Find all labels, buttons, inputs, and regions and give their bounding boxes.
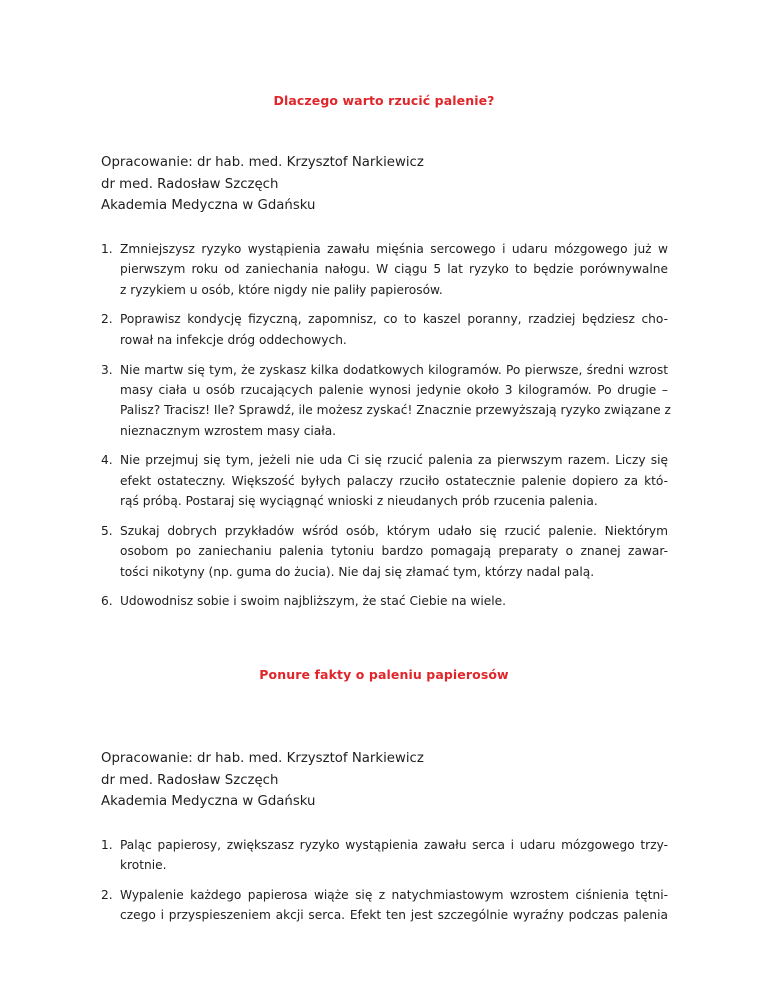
list-item-line: Udowodnisz sobie i swoim najbliższym, że stać Ciebie na wiele.: [120, 594, 507, 609]
author-line: dr med. Radosław Szczęch: [101, 772, 279, 788]
section-title-grim-facts: Ponure fakty o paleniu papierosów: [259, 667, 509, 682]
list-item-line: rąś próbą. Postaraj się wyciągnąć wnioski z nieudanych prób rzucenia palenia.: [120, 494, 598, 509]
list-item-line: krotnie.: [120, 858, 167, 873]
list-item-number: 6.: [101, 594, 113, 609]
list-item: [101, 239, 668, 300]
list-item-line: Szukaj dobrych przykładów wśród osób, którym udało się rzucić palenie. Niektórym: [120, 523, 668, 538]
list-item-number: 5.: [101, 523, 113, 538]
list-item: [101, 309, 668, 350]
section-title-why-quit: Dlaczego warto rzucić palenie?: [273, 93, 495, 108]
author-line: Opracowanie: dr hab. med. Krzysztof Narkiewicz: [101, 751, 424, 766]
list-item-line: Nie martw się tym, że zyskasz kilka dodatkowych kilogramów. Po pierwsze, średni wzrost: [120, 362, 668, 377]
list-item-line: pierwszym roku od zaniechania nałogu. W ciągu 5 lat ryzyko to będzie porównywalne: [120, 262, 668, 277]
list-item: [101, 450, 668, 511]
list-item: [101, 835, 668, 876]
list-item-line: nieznacznym wzrostem masy ciała.: [120, 423, 337, 438]
list-item: [101, 360, 671, 441]
list-item-line: osobom po zaniechaniu palenia tytoniu bardzo pomagają preparaty o znanej zawar-: [120, 544, 668, 559]
author-affiliation: Akademia Medyczna w Gdańsku: [101, 198, 316, 213]
authors-block: [101, 152, 424, 217]
list-item: [101, 521, 668, 582]
authors-block: [101, 748, 424, 813]
list-item: [101, 591, 668, 611]
list-item-line: Paląc papierosy, zwiększasz ryzyko wystąpienia zawału serca i udaru mózgowego trzy-: [120, 838, 668, 852]
author-line: Opracowanie: dr hab. med. Krzysztof Narkiewicz: [101, 155, 424, 170]
list-item-line: masy ciała u osób rzucających palenie wynosi jedynie około 3 kilogramów. Po drugie –: [120, 382, 668, 397]
list-item-line: Poprawisz kondycję fizyczną, zapomnisz, co to kaszel poranny, rzadziej będziesz cho-: [120, 312, 668, 327]
list-item-line: Nie przejmuj się tym, jeżeli nie uda Ci się rzucić palenia za pierwszym razem. Liczy się: [120, 453, 668, 468]
list-item-line: Wypalenie każdego papierosa wiąże się z natychmiastowym wzrostem ciśnienia tętni-: [120, 888, 668, 903]
list-item-line: tości nikotyny (np. guma do żucia). Nie daj się złamać tym, którzy nadal palą.: [120, 564, 595, 579]
list-item-line: czego i przyspieszeniem akcji serca. Efekt ten jest szczególnie wyraźny podczas palenia: [120, 908, 668, 923]
list-item-line: z ryzykiem u osób, które nigdy nie paliły papierosów.: [120, 282, 443, 297]
list-item-number: 1.: [101, 242, 113, 256]
list-item-line: efekt ostateczny. Większość byłych palaczy rzuciło ostatecznie palenie dopiero za któ-: [120, 473, 668, 488]
list-item-line: Zmniejszysz ryzyko wystąpienia zawału mięśnia sercowego i udaru mózgowego już w: [120, 242, 668, 256]
facts-list: [101, 835, 668, 935]
list-item: [101, 885, 668, 926]
list-item-number: 3.: [101, 362, 113, 377]
list-item-number: 2.: [101, 888, 113, 903]
author-line: dr med. Radosław Szczęch: [101, 176, 279, 192]
reasons-list: [101, 239, 671, 621]
author-affiliation: Akademia Medyczna w Gdańsku: [101, 794, 316, 809]
list-item-line: rował na infekcje dróg oddechowych.: [120, 332, 347, 347]
list-item-number: 4.: [101, 453, 113, 468]
list-item-line: Palisz? Tracisz! Ile? Sprawdź, ile możesz zyskać! Znacznie przewyższają ryzyko związane z: [120, 403, 671, 418]
list-item-number: 2.: [101, 312, 113, 327]
list-item-number: 1.: [101, 838, 113, 852]
